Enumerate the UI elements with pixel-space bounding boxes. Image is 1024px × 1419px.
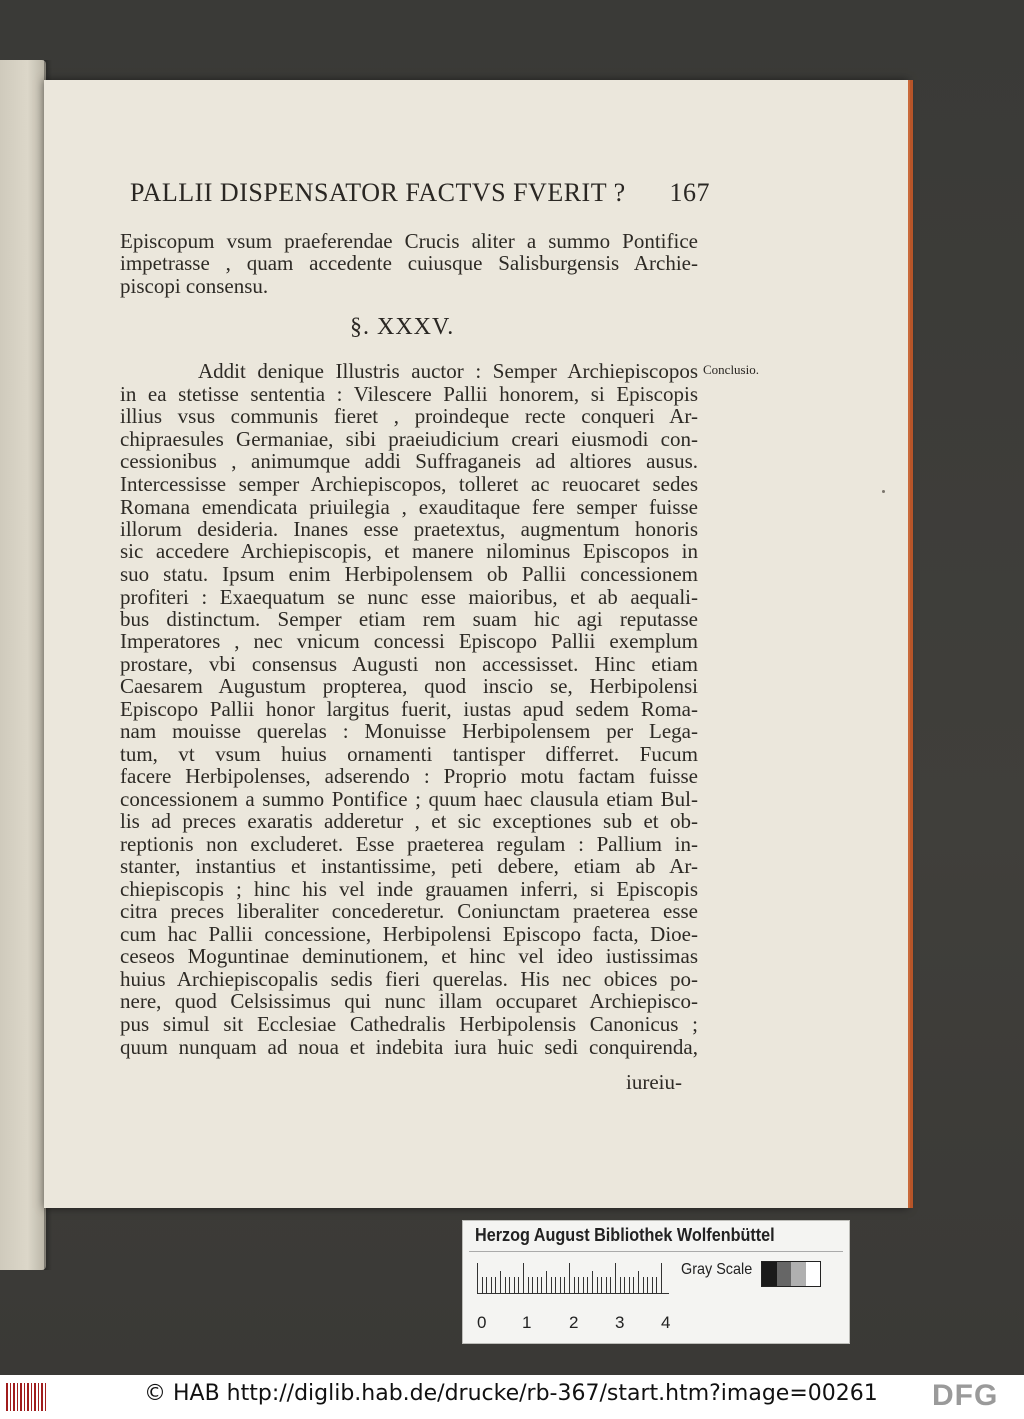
ruler-tick: [620, 1277, 621, 1293]
previous-page-edge: [0, 60, 46, 1270]
section-heading: §. XXXV.: [350, 314, 455, 340]
ruler-tick: [629, 1277, 630, 1293]
text-line: Episcopum vsum praeferendae Crucis aliter a summo Pontifice: [120, 229, 698, 253]
library-color-card: [462, 1220, 850, 1344]
ruler-tick: [615, 1263, 616, 1293]
text-line: Caesarem Augustum propterea, quod inscio se, Herbipolensi: [120, 674, 698, 698]
ruler-tick: [532, 1277, 533, 1293]
text-line: quum nunquam ad noua et indebita iura huic sedi conquirenda,: [120, 1035, 698, 1059]
gray-scale-label: Gray Scale: [681, 1261, 753, 1278]
text-line: nere, quod Celsissimus qui nunc illam occuparet Archiepisco-: [120, 989, 698, 1013]
ruler-tick: [661, 1263, 662, 1293]
ruler-tick: [546, 1271, 547, 1293]
ruler-tick: [601, 1277, 602, 1293]
gray-swatch: [791, 1262, 806, 1286]
text-line: pus simul sit Ecclesiae Cathedralis Herbipolensis Canonicus ;: [120, 1012, 698, 1036]
ruler-tick: [633, 1277, 634, 1293]
text-line: in ea stetisse sententia : Vilescere Pallii honorem, si Episcopis: [120, 382, 698, 406]
ruler-number: 3: [615, 1313, 625, 1332]
ruler-tick: [537, 1277, 538, 1293]
ruler-tick: [569, 1263, 570, 1293]
ink-speck: [882, 490, 885, 493]
text-line: Imperatores , nec vnicum concessi Episcopo Pallii exemplum: [120, 629, 698, 653]
gray-swatch: [777, 1262, 792, 1286]
text-line: citra preces liberaliter concederetur. Coniunctam praeterea esse: [120, 899, 698, 923]
text-line: nam mouisse querelas : Monuisse Herbipolensem per Lega-: [120, 719, 698, 743]
gray-scale-bar: [761, 1261, 821, 1287]
text-line: profiteri : Exaequatum se nunc esse maioribus, et ab aequali-: [120, 585, 698, 609]
text-line: lis ad preces exaratis adderetur , et sic exceptiones sub et ob-: [120, 809, 698, 833]
ruler-tick: [597, 1277, 598, 1293]
text-line: bus distinctum. Semper etiam rem suam hic agi reputasse: [120, 607, 698, 631]
ruler-tick: [606, 1277, 607, 1293]
text-line: impetrasse , quam accedente cuiusque Salisburgensis Archie-: [120, 251, 698, 275]
ruler-tick: [560, 1277, 561, 1293]
page-number: 167: [669, 178, 710, 207]
text-line: cum hac Pallii concessione, Herbipolensi Episcopo facta, Dioe-: [120, 922, 698, 946]
text-line: cessionibus , animumque addi Suffraganeis ad altiores ausus.: [120, 449, 698, 473]
hab-logo-icon: [6, 1383, 46, 1411]
text-line: huius Archiepiscopalis sedis fieri querelas. His nec obices po-: [120, 967, 698, 991]
text-line: stanter, instantius et instantissime, peti debere, etiam ab Ar-: [120, 854, 698, 878]
running-head: [130, 178, 710, 208]
gray-swatch: [762, 1262, 777, 1286]
ruler-tick: [486, 1277, 487, 1293]
ruler-tick: [583, 1277, 584, 1293]
marginal-note: Conclusio.: [703, 362, 759, 377]
ruler-tick: [656, 1277, 657, 1293]
text-line: suo statu. Ipsum enim Herbipolensem ob Pallii concessionem: [120, 562, 698, 586]
gray-swatch: [806, 1262, 821, 1286]
card-divider: [469, 1251, 843, 1252]
ruler-tick: [592, 1271, 593, 1293]
ruler-tick: [509, 1277, 510, 1293]
text-line: chiepiscopis ; hinc his vel inde grauamen inferri, si Episcopis: [120, 877, 698, 901]
ruler-tick: [491, 1277, 492, 1293]
ruler-tick: [495, 1277, 496, 1293]
ruler-tick: [647, 1277, 648, 1293]
text-line: Intercessisse semper Archiepiscopos, tolleret ac reuocaret sedes: [120, 472, 698, 496]
ruler-number: 1: [522, 1313, 532, 1332]
text-line: concessionem a summo Pontifice ; quum haec clausula etiam Bul-: [120, 787, 698, 811]
ruler-tick: [610, 1277, 611, 1293]
ruler-tick: [551, 1277, 552, 1293]
text-line: reptionis non excluderet. Esse praeterea regulam : Pallium in-: [120, 832, 698, 856]
text-line: chipraesules Germaniae, sibi praeiudicium creari eiusmodi con-: [120, 427, 698, 451]
running-head-title: PALLII DISPENSATOR FACTVS FVERIT ?: [130, 178, 626, 207]
text-line: Addit denique Illustris auctor : Semper Archiepiscopos: [198, 359, 698, 383]
ruler-tick: [528, 1277, 529, 1293]
catchword: iureiu-: [626, 1070, 682, 1094]
text-line: facere Herbipolenses, adserendo : Proprio motu factam fuisse: [120, 764, 698, 788]
text-line: Romana emendicata priuilegia , exauditaque fere semper fuisse: [120, 495, 698, 519]
ruler-tick: [477, 1263, 478, 1293]
ruler-tick: [587, 1277, 588, 1293]
ruler-tick: [523, 1263, 524, 1293]
dfg-logo: DFG: [932, 1379, 999, 1412]
ruler-tick: [500, 1271, 501, 1293]
text-line: sic accedere Archiepiscopis, et manere nilominus Episcopos in: [120, 539, 698, 563]
library-name: Herzog August Bibliothek Wolfenbüttel: [475, 1225, 775, 1245]
ruler-tick: [482, 1277, 483, 1293]
text-line: illorum desideria. Inanes esse praetextus, augmentum honoris: [120, 517, 698, 541]
ruler-tick: [638, 1271, 639, 1293]
ruler-tick: [624, 1277, 625, 1293]
text-line: piscopi consensu.: [120, 274, 269, 298]
ruler-tick: [505, 1277, 506, 1293]
ruler-tick: [643, 1277, 644, 1293]
ruler-tick: [514, 1277, 515, 1293]
ruler-tick: [564, 1277, 565, 1293]
text-line: prostare, vbi consensus Augusti non accessisset. Hinc etiam: [120, 652, 698, 676]
scale-ruler: [477, 1261, 669, 1294]
ruler-number: 2: [569, 1313, 579, 1332]
text-line: ceseos Moguntinae deminutionem, et hinc vel ideo iustissimas: [120, 944, 698, 968]
ruler-tick: [574, 1277, 575, 1293]
copyright-credit: © HAB http://diglib.hab.de/drucke/rb-367/start.htm?image=00261: [144, 1381, 878, 1406]
ruler-tick: [578, 1277, 579, 1293]
footer-bar: [0, 1375, 1024, 1419]
ruler-number: 4: [661, 1313, 671, 1332]
text-line: tum, vt vsum huius ornamenti tantisper differret. Fucum: [120, 742, 698, 766]
ruler-tick: [555, 1277, 556, 1293]
ruler-number: 0: [477, 1313, 487, 1332]
ruler-tick: [652, 1277, 653, 1293]
ruler-tick: [518, 1277, 519, 1293]
text-line: Episcopo Pallii honor largitus fuerit, iustas apud sedem Roma-: [120, 697, 698, 721]
ruler-tick: [541, 1277, 542, 1293]
text-line: illius vsus communis fieret , proindeque recte conqueri Ar-: [120, 404, 698, 428]
